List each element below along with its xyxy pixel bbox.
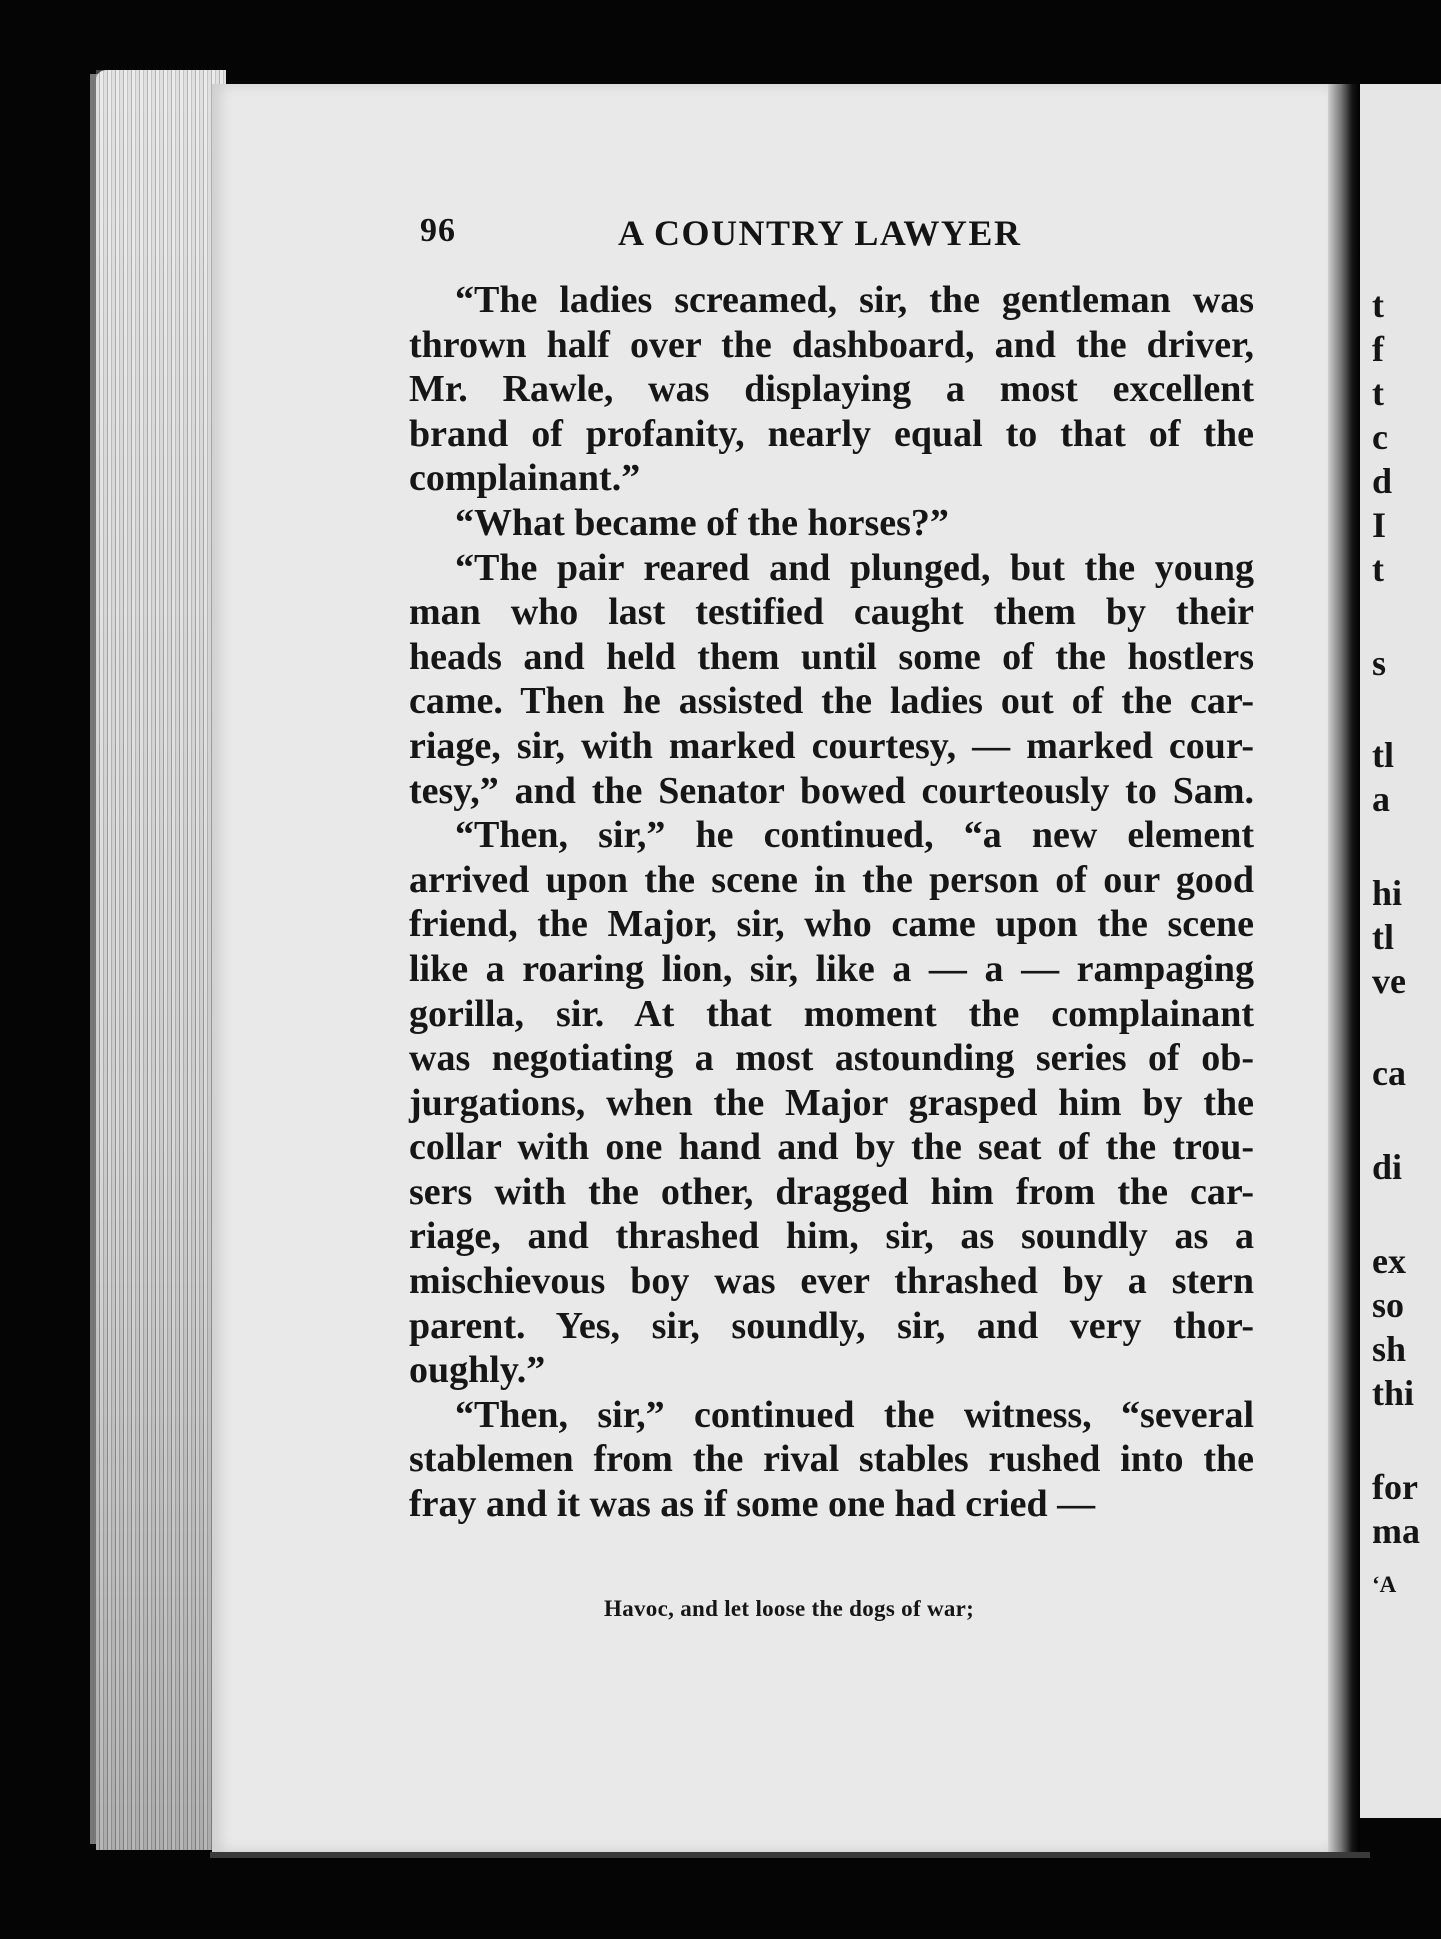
book-gutter [1328,84,1360,1852]
facing-fragment: f [1372,329,1384,369]
text-line: collar with one hand and by the seat of the trou- [409,1126,1254,1169]
text-line: “The pair reared and plunged, but the young [455,546,1254,589]
facing-fragment: d [1372,461,1393,501]
text-line: “The ladies screamed, sir, the gentleman was [455,279,1254,321]
facing-fragment: di [1372,1147,1403,1187]
text-line: Mr. Rawle, was displaying a most excellent [409,368,1254,411]
facing-fragment: so [1372,1285,1405,1325]
facing-fragment: tl [1372,917,1394,957]
text-line: heads and held them until some of the hostlers [409,635,1254,678]
page-number: 96 [420,212,456,249]
facing-fragment: ma [1372,1511,1420,1551]
text-line: tesy,” and the Senator bowed courteously to Sam. [409,769,1254,812]
text-line: arrived upon the scene in the person of our good [409,858,1254,901]
text-line: mischievous boy was ever thrashed by a stern [409,1260,1254,1303]
text-line: was negotiating a most astounding series of ob- [409,1037,1254,1080]
facing-fragment: for [1372,1467,1418,1507]
facing-fragment: thi [1372,1373,1415,1413]
verse-quote: Havoc, and let loose the dogs of war; [604,1596,975,1621]
facing-fragment: I [1372,505,1387,545]
facing-fragment: hi [1372,873,1403,913]
facing-fragment: t [1372,285,1384,325]
text-line: brand of profanity, nearly equal to that of the [409,412,1254,455]
facing-fragment: a [1372,779,1390,819]
text-line: friend, the Major, sir, who came upon the scene [409,903,1254,946]
text-line: thrown half over the dashboard, and the driver, [409,323,1254,366]
facing-fragment: t [1372,549,1384,589]
facing-fragment: s [1372,643,1387,683]
text-line: sers with the other, dragged him from the car- [409,1170,1254,1213]
text-line: complainant.” [409,457,641,500]
text-line: riage, and thrashed him, sir, as soundly as a [409,1215,1254,1258]
running-head: A COUNTRY LAWYER [618,213,1022,253]
facing-fragment: ex [1372,1241,1406,1281]
text-line: man who last testified caught them by their [409,591,1254,634]
text-line: stablemen from the rival stables rushed into the [409,1438,1254,1481]
page-header [420,212,1065,264]
page-edges [96,70,226,1850]
text-line: gorilla, sir. At that moment the complainant [409,992,1254,1035]
text-line: fray and it was as if some one had cried — [409,1483,1096,1526]
text-line: oughly.” [409,1349,546,1392]
body-text [409,278,1254,1527]
text-line: like a roaring lion, sir, like a — a — rampaging [409,947,1254,990]
facing-fragment: sh [1372,1329,1407,1369]
text-line: came. Then he assisted the ladies out of the car- [409,680,1254,723]
facing-fragment: ve [1372,961,1406,1001]
text-line: parent. Yes, sir, soundly, sir, and very thor- [409,1304,1254,1347]
facing-fragment: ‘A [1372,1572,1397,1597]
text-line: “Then, sir,” he continued, “a new element [455,814,1254,857]
facing-fragment: t [1372,373,1384,413]
text-line: jurgations, when the Major grasped him by the [409,1081,1254,1124]
facing-fragment: ca [1372,1053,1406,1093]
facing-fragment: c [1372,417,1388,457]
text-line: “What became of the horses?” [455,501,949,544]
text-line: “Then, sir,” continued the witness, “several [455,1393,1254,1436]
page-bottom-shadow [210,1852,1370,1858]
facing-page [1360,84,1441,1818]
text-line: riage, sir, with marked courtesy, — marked cour- [409,724,1254,767]
facing-fragment: tl [1372,735,1394,775]
